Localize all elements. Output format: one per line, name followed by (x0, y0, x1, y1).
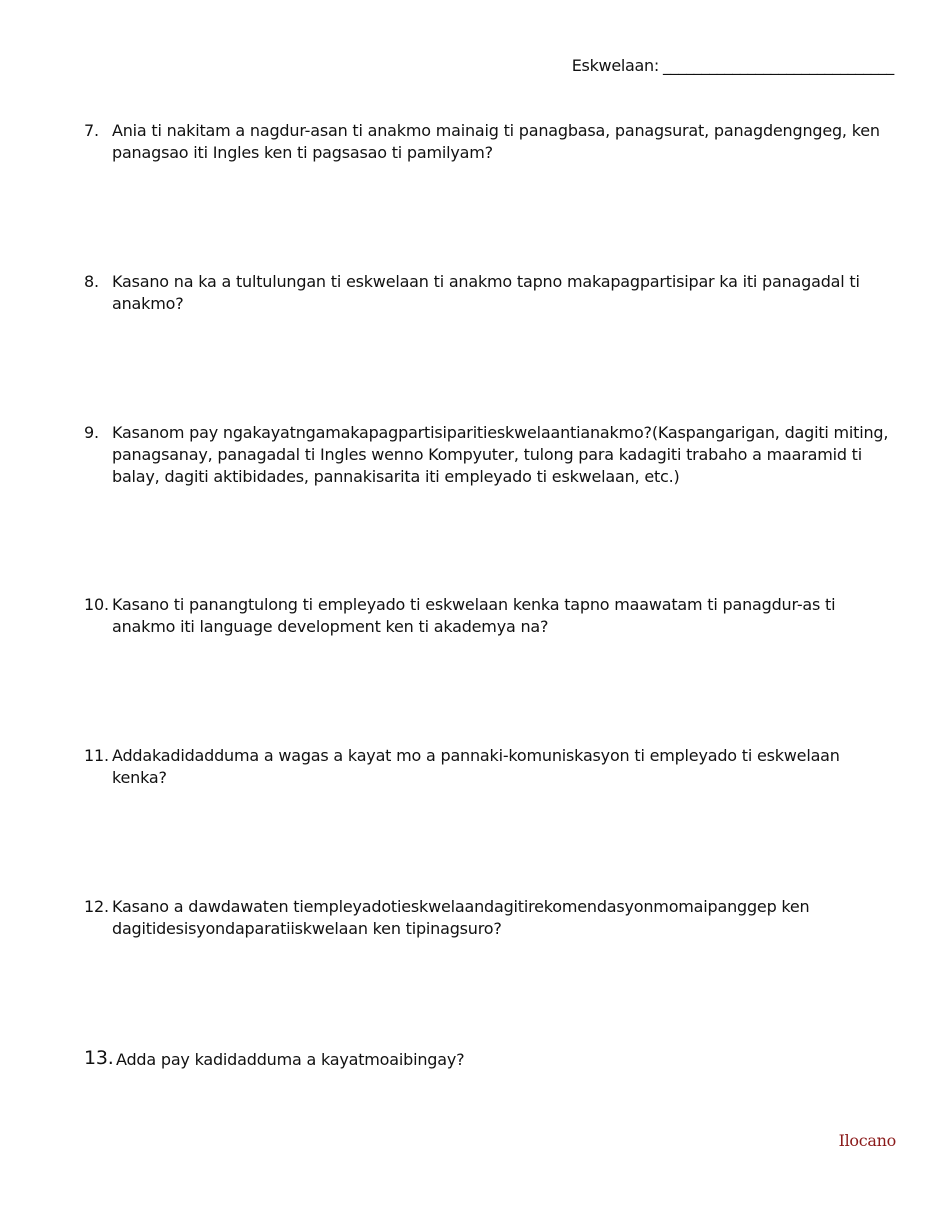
question-text: Kasano a dawdawaten tiempleyadotieskwelaandagitirekomendasyonmomaipanggep ken dagitidesisyondaparatiiskwelaan ken tipinagsuro? (112, 897, 810, 938)
question-text: Addakadidadduma a wagas a kayat mo a pannaki-komuniskasyon ti empleyado ti eskwelaan kenka? (112, 746, 840, 787)
question-text: Kasano ti panangtulong ti empleyado ti eskwelaan kenka tapno maawatam ti panagdur-as ti anakmo iti language development ken ti akademya na? (112, 595, 836, 636)
question-13 (84, 1049, 894, 1071)
question-text: Kasanom pay ngakayatngamakapagpartisiparitieskwelaantianakmo?(Kaspangarigan, dagiti miting, panagsanay, panagadal ti Ingles wenno Kompyuter, tulong para kadagiti trabaho a maaramid ti balay, dagiti aktibidades, pannakisarita iti empleyado ti eskwelaan, etc.) (112, 423, 889, 486)
question-text: Ania ti nakitam a nagdur-asan ti anakmo mainaig ti panagbasa, panagsurat, panagdengngeg, ken panagsao iti Ingles ken ti pagsasao ti pamilyam? (112, 121, 880, 162)
question-number: 8. (84, 272, 99, 291)
question-number: 10. (84, 595, 109, 614)
question-7 (84, 120, 894, 164)
school-blank-line: ______________________________ (662, 56, 894, 75)
question-10 (84, 594, 894, 638)
question-9 (84, 422, 894, 488)
question-number: 11. (84, 746, 109, 765)
school-label: Eskwelaan: (571, 56, 659, 75)
school-field (572, 56, 894, 75)
question-number: 13. (84, 1047, 114, 1069)
question-number: 9. (84, 423, 99, 442)
question-8 (84, 271, 894, 315)
question-12 (84, 896, 894, 940)
question-11 (84, 745, 894, 789)
question-text: Adda pay kadidadduma a kayatmoaibingay? (116, 1050, 465, 1069)
question-text: Kasano na ka a tultulungan ti eskwelaan ti anakmo tapno makapagpartisipar ka iti panagadal ti anakmo? (112, 272, 860, 313)
question-number: 12. (84, 897, 109, 916)
language-label: Ilocano (838, 1131, 896, 1150)
question-number: 7. (84, 121, 99, 140)
